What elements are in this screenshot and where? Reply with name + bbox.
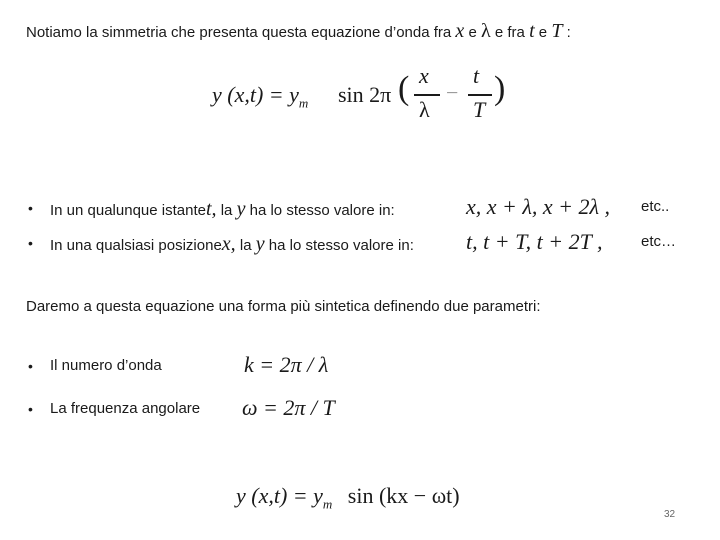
param-2-label: La frequenza angolare bbox=[50, 400, 201, 417]
eq2-lhs: y (x,t) = bbox=[236, 483, 308, 508]
eq1-sub-m: m bbox=[298, 95, 309, 111]
param-1-dot: • bbox=[28, 358, 33, 374]
page-number: 32 bbox=[664, 509, 676, 520]
param-2-formula: ω = 2π / T bbox=[242, 395, 335, 420]
eq2-y: y bbox=[313, 483, 323, 508]
eq1-y: y bbox=[289, 82, 299, 107]
eq1-frac1-bar bbox=[414, 94, 440, 96]
bullet-1-rest: ha lo stesso valore in: bbox=[249, 202, 395, 219]
intro-colon: : bbox=[566, 24, 571, 41]
eq1-den2: T bbox=[473, 97, 486, 122]
intro-e2: e bbox=[538, 24, 548, 41]
bullet-2-text: In una qualsiasi posizione bbox=[50, 237, 222, 254]
daremo-text: Daremo a questa equazione una forma più sintetica definendo due parametri: bbox=[26, 298, 541, 315]
bullet-2 bbox=[50, 233, 414, 256]
bullet-2-etc: etc… bbox=[641, 233, 677, 250]
eq1-num1: x bbox=[419, 63, 429, 88]
bullet-1 bbox=[50, 198, 395, 221]
eq1-frac2-bar bbox=[468, 94, 492, 96]
bullet-1-etc: etc.. bbox=[641, 198, 670, 215]
intro-T: T bbox=[551, 20, 563, 42]
param-1-formula: k = 2π / λ bbox=[244, 352, 329, 377]
bullet-2-values: t, t + T, t + 2T , bbox=[466, 229, 603, 254]
intro-lambda: λ bbox=[481, 20, 491, 42]
intro-line bbox=[26, 20, 571, 43]
intro-t: t bbox=[529, 20, 535, 42]
eq1-sin: sin 2π bbox=[338, 82, 392, 107]
eq1-rparen: ) bbox=[494, 70, 506, 107]
intro-text: Notiamo la simmetria che presenta questa equazione d’onda fra bbox=[26, 24, 452, 41]
bullet-2-var1: x, bbox=[221, 233, 236, 255]
eq1-lhs bbox=[212, 82, 308, 111]
bullet-2-var2: y bbox=[255, 233, 265, 255]
intro-x: x bbox=[455, 20, 465, 42]
bullet-1-var2: y bbox=[236, 198, 246, 220]
param-2-dot: • bbox=[28, 401, 33, 417]
eq2 bbox=[236, 483, 460, 512]
eq2-sub-m: m bbox=[322, 496, 333, 512]
intro-efra: e fra bbox=[494, 24, 525, 41]
bullet-2-dot: • bbox=[28, 235, 33, 251]
eq1-den1: λ bbox=[419, 97, 430, 122]
bullet-1-dot: • bbox=[28, 200, 33, 216]
bullet-1-var1: t, bbox=[205, 198, 217, 220]
bullet-2-la: la bbox=[239, 237, 252, 254]
bullet-1-values: x, x + λ, x + 2λ , bbox=[466, 194, 611, 219]
bullet-1-text: In un qualunque istante bbox=[50, 202, 206, 219]
eq2-rest: sin (kx − ωt) bbox=[347, 483, 460, 508]
eq1-lparen: ( bbox=[398, 70, 410, 107]
bullet-1-la: la bbox=[220, 202, 233, 219]
eq1-lhs-text: y (x,t) = bbox=[212, 82, 284, 107]
intro-e1: e bbox=[468, 24, 477, 41]
param-1-label: Il numero d’onda bbox=[50, 357, 162, 374]
eq1-num2: t bbox=[473, 63, 480, 88]
bullet-2-rest: ha lo stesso valore in: bbox=[268, 237, 414, 254]
eq1-minus: − bbox=[446, 80, 459, 105]
